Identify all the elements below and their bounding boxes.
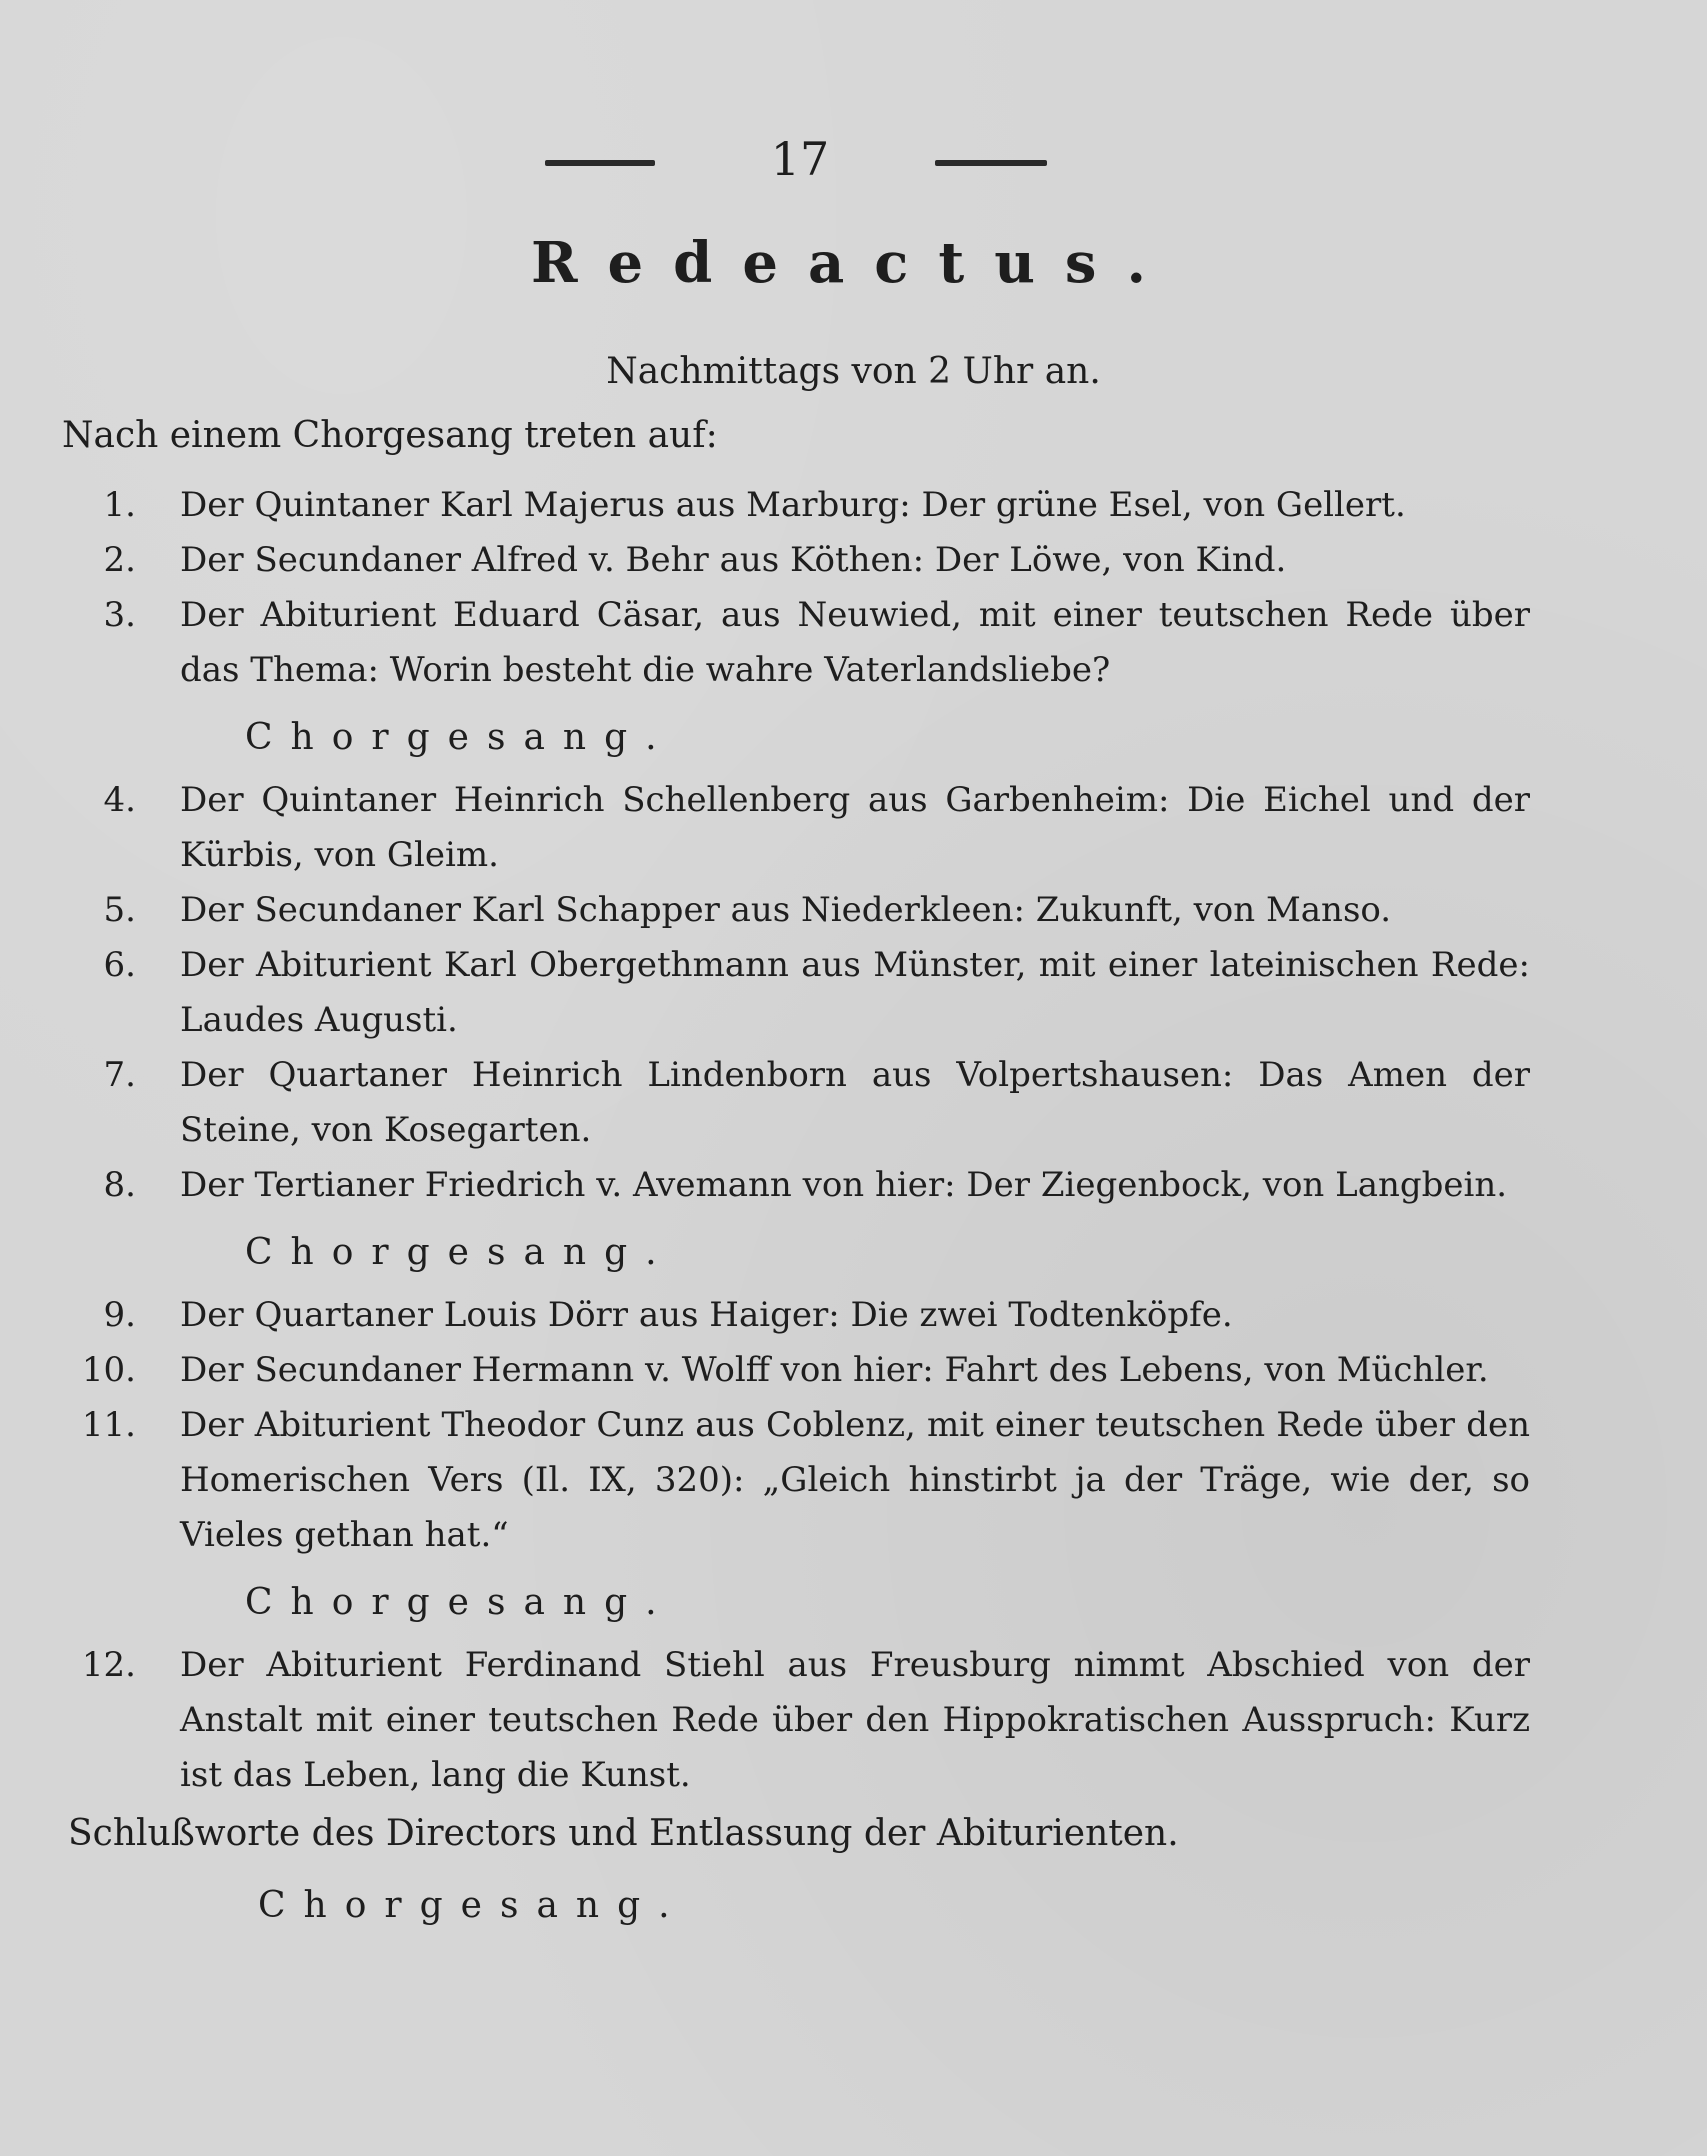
item-text: Der Secundaner Karl Schapper aus Niederkleen: Zukunft, von Manso.: [180, 890, 1392, 930]
program-item: [70, 1398, 1530, 1563]
chorgesang-line: Chorgesang.: [245, 717, 675, 758]
program-item: [70, 1158, 1530, 1213]
item-number: 12.: [81, 1645, 136, 1685]
chorgesang-line: Chorgesang.: [245, 1232, 675, 1273]
page-header: [0, 128, 1707, 188]
item-number: 9.: [103, 1295, 136, 1335]
item-text: Der Secundaner Alfred v. Behr aus Köthen: Der Löwe, von Kind.: [180, 540, 1287, 580]
header-rule-left: [545, 160, 655, 166]
item-text: Der Secundaner Hermann v. Wolff von hier: Fahrt des Lebens, von Müchler.: [180, 1350, 1489, 1390]
item-number: 8.: [103, 1165, 136, 1205]
item-number: 10.: [81, 1350, 136, 1390]
page-number: 17: [770, 132, 830, 186]
program-item: [70, 1288, 1530, 1343]
item-number: 5.: [103, 890, 136, 930]
program-item: [70, 938, 1530, 1048]
item-number: 3.: [103, 595, 136, 635]
closing-chorgesang: Chorgesang.: [258, 1885, 688, 1926]
item-text: Der Abiturient Eduard Cäsar, aus Neuwied, mit einer teutschen Rede über das Thema: Worin besteht die wahre Vaterlandsliebe?: [180, 595, 1530, 690]
time-line: Nachmittags von 2 Uhr an.: [606, 351, 1101, 392]
program-item: [70, 1048, 1530, 1158]
item-text: Der Abiturient Ferdinand Stiehl aus Freusburg nimmt Abschied von der Anstalt mit einer teutschen Rede über den Hippokratischen Ausspruch: Kurz ist das Leben, lang die Kunst.: [180, 1645, 1530, 1795]
program-item: [70, 533, 1530, 588]
item-number: 2.: [103, 540, 136, 580]
program-item: [70, 478, 1530, 533]
program-item: [70, 1638, 1530, 1803]
intro-line: Nach einem Chorgesang treten auf:: [62, 415, 718, 456]
item-text: Der Abiturient Karl Obergethmann aus Münster, mit einer lateinischen Rede: Laudes Augusti.: [180, 945, 1530, 1040]
section-title: Redeactus.: [531, 230, 1176, 296]
item-number: 7.: [103, 1055, 136, 1095]
item-number: 11.: [81, 1405, 136, 1445]
closing-line: Schlußworte des Directors und Entlassung der Abiturienten.: [68, 1813, 1179, 1854]
item-text: Der Quartaner Heinrich Lindenborn aus Volpertshausen: Das Amen der Steine, von Kosegarten.: [180, 1055, 1530, 1150]
item-text: Der Quartaner Louis Dörr aus Haiger: Die zwei Todtenköpfe.: [180, 1295, 1233, 1335]
program-item: [70, 773, 1530, 883]
item-number: 4.: [103, 780, 136, 820]
header-rule-right: [935, 160, 1047, 166]
item-number: 1.: [103, 485, 136, 525]
item-text: Der Abiturient Theodor Cunz aus Coblenz, mit einer teutschen Rede über den Homerischen Vers (Il. IX, 320): „Gleich hinstirbt ja der Träge, wie der, so Vieles gethan hat.“: [180, 1405, 1530, 1555]
program-item: [70, 883, 1530, 938]
item-text: Der Quintaner Heinrich Schellenberg aus Garbenheim: Die Eichel und der Kürbis, von Gleim.: [180, 780, 1530, 875]
program-item: [70, 1343, 1530, 1398]
program-item: [70, 588, 1530, 698]
chorgesang-line: Chorgesang.: [245, 1582, 675, 1623]
item-text: Der Tertianer Friedrich v. Avemann von hier: Der Ziegenbock, von Langbein.: [180, 1165, 1508, 1205]
item-text: Der Quintaner Karl Majerus aus Marburg: Der grüne Esel, von Gellert.: [180, 485, 1406, 525]
program-list: [70, 478, 1530, 1803]
item-number: 6.: [103, 945, 136, 985]
